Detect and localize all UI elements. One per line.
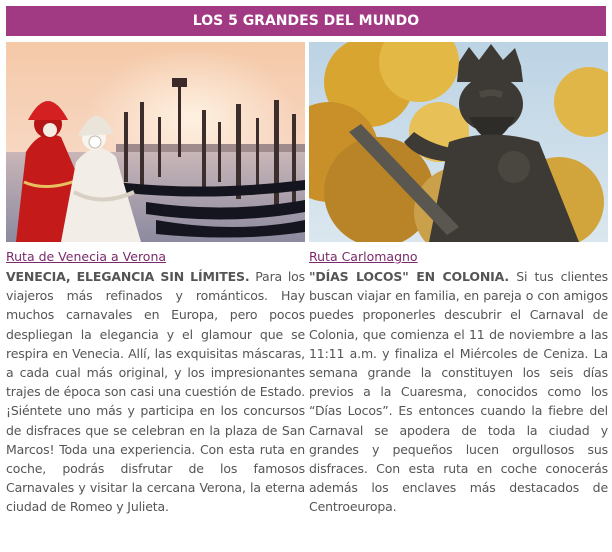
route-description-carlomagno [309,267,608,517]
charlemagne-statue-photo[interactable] [309,42,608,242]
banner-title: LOS 5 GRANDES DEL MUNDO [192,13,420,29]
route-lead-venecia: VENECIA, ELEGANCIA SIN LÍMITES. [6,269,250,284]
route-card-carlomagno [309,42,608,517]
route-card-venecia [6,42,305,517]
route-lead-carlomagno: "DÍAS LOCOS" EN COLONIA. [309,269,510,284]
route-link-carlomagno[interactable]: Ruta Carlomagno [309,249,418,264]
route-link-venecia[interactable]: Ruta de Venecia a Verona [6,249,167,264]
route-body-carlomagno: Si tus clientes buscan viajar en familia, en pareja o con amigos puedes proponerles descubrir el Carnaval de Colonia, que comienza el 11 de noviembre a las 11:11 a.m. y finaliza el Miércoles de Ceniza. La semana grande la constituyen los seis días previos a la Cuaresma, conocidos como los “Días Locos”. Es entonces cuando la fiebre del Carnaval se apodera de toda la ciudad y grandes y pequeños lucen orgullosos sus disfraces. Con esta ruta en coche conocerás además los enclaves más destacados de Centroeuropa. [309,269,608,515]
route-description-venecia [6,267,305,517]
route-body-venecia: Para los viajeros más refinados y románticos. Hay muchos carnavales en Europa, pero pocos despliegan la elegancia y el glamour que se respira en Venecia. Allí, las exquisitas máscaras, a cada cual más original, y los impresionantes trajes de época son casi una cuestión de Estado. ¡Siéntete uno más y participa en los concursos de disfraces que se celebran en la plaza de San Marcos! Toda una experiencia. Con esta ruta en coche, podrás disfrutar de los famosos Carnavales y visitar la cercana Verona, la eterna ciudad de Romeo y Julieta. [6,269,306,515]
venice-carnival-photo[interactable] [6,42,305,242]
section-banner [6,6,606,36]
